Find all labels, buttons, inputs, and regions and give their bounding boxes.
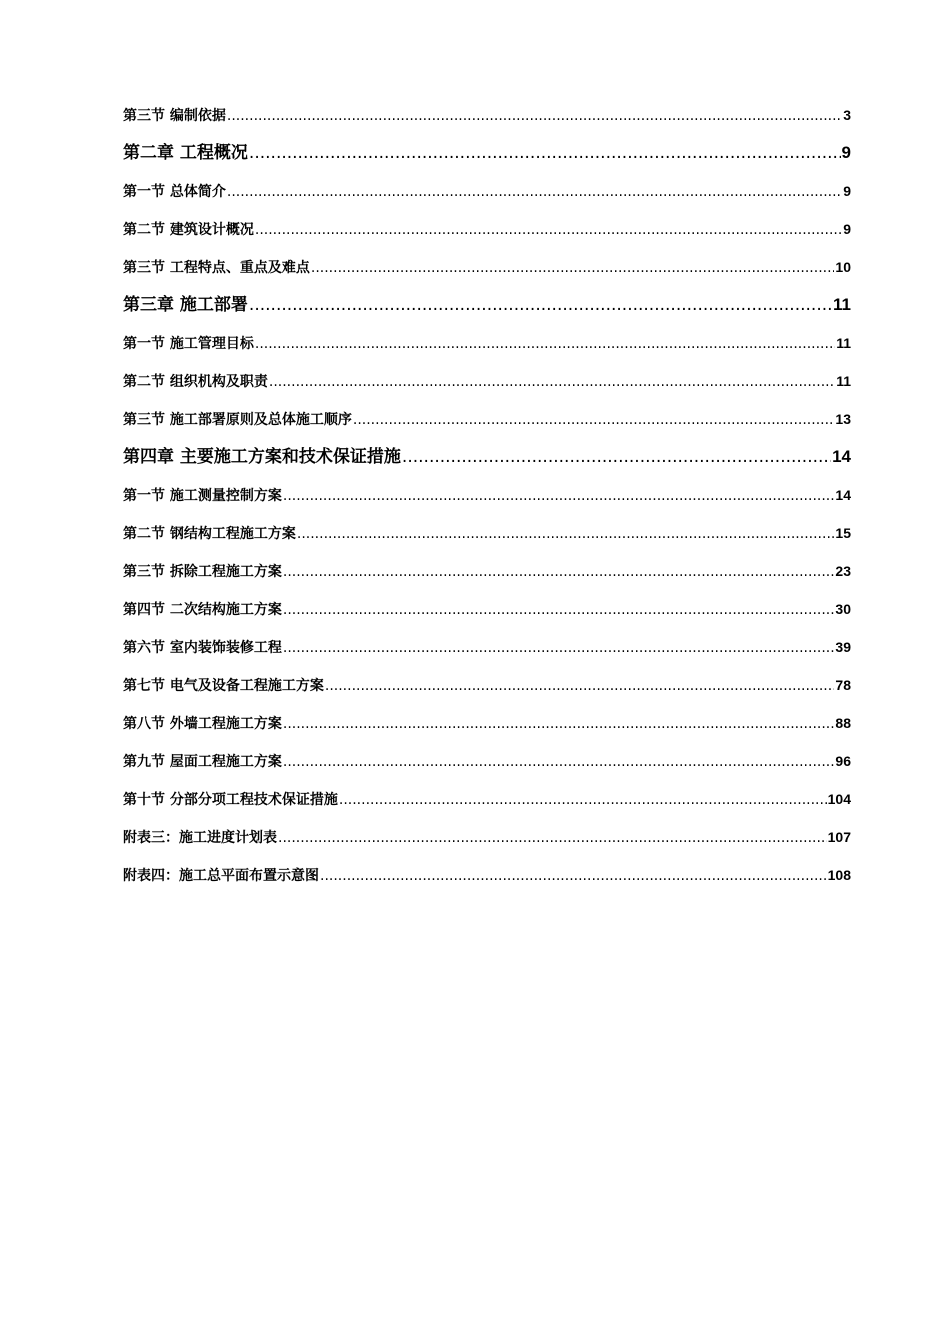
toc-dot-leader [283,557,835,587]
toc-entry-label: 第三节 施工部署原则及总体施工顺序 [123,412,352,428]
toc-page-number: 9 [843,221,851,237]
toc-entry-label: 第一节 施工测量控制方案 [123,488,282,504]
toc-entry-label: 第九节 屋面工程施工方案 [123,754,282,770]
toc-dot-leader [297,519,835,549]
toc-dot-leader [353,405,835,435]
toc-entry[interactable] [123,480,851,518]
toc-entry[interactable] [123,100,851,138]
toc-chapter-entry[interactable] [123,442,851,480]
toc-page-number: 39 [835,639,851,655]
toc-dot-leader [227,177,842,207]
toc-dot-leader [311,253,835,283]
toc-dot-leader [249,290,832,320]
toc-page-number: 9 [841,143,851,162]
toc-page-number: 11 [836,335,851,351]
toc-page-number: 96 [835,753,851,769]
toc-entry-label: 第二章 工程概况 [123,143,248,163]
toc-page-number: 78 [835,677,851,693]
toc-entry-label: 第一节 施工管理目标 [123,336,254,352]
toc-page-number: 10 [835,259,851,275]
toc-entry[interactable] [123,784,851,822]
toc-dot-leader [402,442,831,472]
toc-entry-label: 附表三：施工进度计划表 [123,830,277,846]
toc-page-number: 14 [832,447,851,466]
toc-entry[interactable] [123,252,851,290]
toc-entry[interactable] [123,176,851,214]
toc-chapter-entry[interactable] [123,290,851,328]
toc-page-number: 15 [835,525,851,541]
toc-page-number: 107 [827,829,851,845]
toc-entry[interactable] [123,822,851,860]
toc-entry[interactable] [123,594,851,632]
toc-entry-label: 第三节 工程特点、重点及难点 [123,260,310,276]
toc-entry[interactable] [123,518,851,556]
toc-entry-label: 附表四：施工总平面布置示意图 [123,868,319,884]
toc-page-number: 11 [833,295,851,314]
toc-entry-label: 第八节 外墙工程施工方案 [123,716,282,732]
toc-entry[interactable] [123,214,851,252]
toc-page-number: 30 [835,601,851,617]
toc-entry-label: 第二节 建筑设计概况 [123,222,254,238]
toc-entry-label: 第三节 编制依据 [123,108,226,124]
toc-entry[interactable] [123,404,851,442]
table-of-contents [123,100,851,898]
toc-entry[interactable] [123,746,851,784]
toc-entry-label: 第六节 室内装饰装修工程 [123,640,282,656]
toc-dot-leader [255,215,842,245]
toc-dot-leader [283,709,835,739]
toc-dot-leader [283,595,835,625]
toc-entry[interactable] [123,708,851,746]
toc-entry[interactable] [123,366,851,404]
toc-dot-leader [278,823,827,853]
toc-dot-leader [283,633,835,663]
toc-page-number: 88 [835,715,851,731]
toc-entry-label: 第七节 电气及设备工程施工方案 [123,678,324,694]
toc-dot-leader [249,138,841,168]
toc-entry-label: 第三节 拆除工程施工方案 [123,564,282,580]
toc-page-number: 23 [835,563,851,579]
toc-page-number: 11 [836,373,851,389]
toc-dot-leader [283,481,835,511]
toc-entry-label: 第三章 施工部署 [123,295,248,315]
toc-entry-label: 第一节 总体简介 [123,184,226,200]
toc-dot-leader [339,785,827,815]
toc-page-number: 13 [835,411,851,427]
toc-entry[interactable] [123,632,851,670]
toc-entry-label: 第十节 分部分项工程技术保证措施 [123,792,338,808]
toc-entry[interactable] [123,860,851,898]
toc-page-number: 104 [827,791,851,807]
toc-entry[interactable] [123,328,851,366]
toc-entry[interactable] [123,670,851,708]
toc-entry-label: 第四节 二次结构施工方案 [123,602,282,618]
toc-dot-leader [255,329,835,359]
toc-entry-label: 第四章 主要施工方案和技术保证措施 [123,447,401,467]
toc-page-number: 3 [843,107,851,123]
toc-dot-leader [325,671,835,701]
toc-dot-leader [283,747,835,777]
toc-dot-leader [227,101,842,131]
toc-entry[interactable] [123,556,851,594]
toc-page-number: 14 [835,487,851,503]
toc-entry-label: 第二节 钢结构工程施工方案 [123,526,296,542]
toc-page-number: 9 [843,183,851,199]
toc-dot-leader [320,861,827,891]
toc-page-number: 108 [827,867,851,883]
toc-chapter-entry[interactable] [123,138,851,176]
toc-entry-label: 第二节 组织机构及职责 [123,374,268,390]
toc-dot-leader [269,367,835,397]
